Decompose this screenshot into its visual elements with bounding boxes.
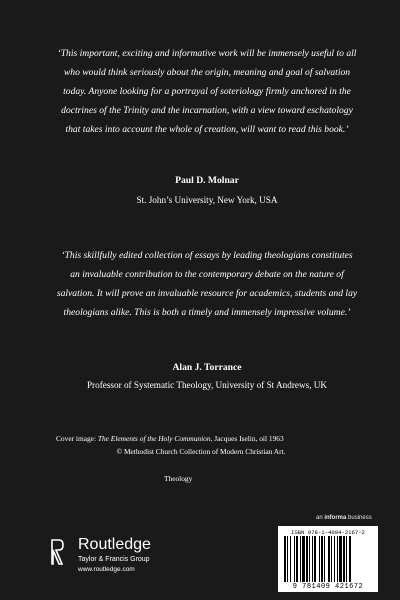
- endorsement-author-2: Alan J. Torrance: [172, 362, 242, 373]
- publisher-name: Routledge: [78, 536, 151, 553]
- cover-artwork-title: The Elements of the Holy Communion: [97, 434, 211, 443]
- informa-brand: informa: [324, 515, 347, 521]
- cover-credit-copyright: © Methodist Church Collection of Modern Christian Art.: [116, 447, 286, 456]
- barcode-digits: 9 781409 421672: [292, 583, 364, 591]
- routledge-logo-icon: [50, 538, 64, 566]
- subject-category: Theology: [164, 474, 193, 483]
- endorsement-quote-2: ‘This skillfully edited collection of essays by leading theologians constitutes an invaluable contribution to the contemporary debate on the nature of salvation. It will prove an invaluable resource for academics, students and lay theologians alike. This is both a timely and immensely impressive volume.’: [56, 250, 358, 318]
- cover-credit-prefix: Cover image:: [56, 434, 98, 443]
- isbn-barcode: [278, 526, 378, 592]
- informa-business-label: [316, 515, 372, 521]
- endorsement-quote-1: ‘This important, exciting and informative work will be immensely useful to all who would think seriously about the origin, meaning and goal of salvation today. Anyone looking for a portrayal of soteriology firmly anchored in the doctrines of the Trinity and the incarnation, with a view toward eschatology that takes into account the whole of creation, will want to read this book.’: [57, 48, 357, 135]
- publisher-group: Taylor & Francis Group: [78, 556, 150, 563]
- isbn-label: ISBN 978-1-4094-2167-2: [291, 529, 365, 536]
- endorsement-affiliation-1: St. John’s University, New York, USA: [136, 195, 278, 205]
- barcode-bars-icon: [284, 536, 372, 582]
- endorsement-author-1: Paul D. Molnar: [175, 175, 239, 186]
- informa-post: business: [346, 515, 372, 521]
- informa-pre: an: [316, 515, 325, 521]
- cover-image-credit: [56, 432, 346, 458]
- cover-credit-details: , Jacques Iselin, oil 1963: [210, 434, 284, 443]
- publisher-url: www.routledge.com: [78, 566, 135, 573]
- endorsement-affiliation-2: Professor of Systematic Theology, University of St Andrews, UK: [86, 380, 328, 390]
